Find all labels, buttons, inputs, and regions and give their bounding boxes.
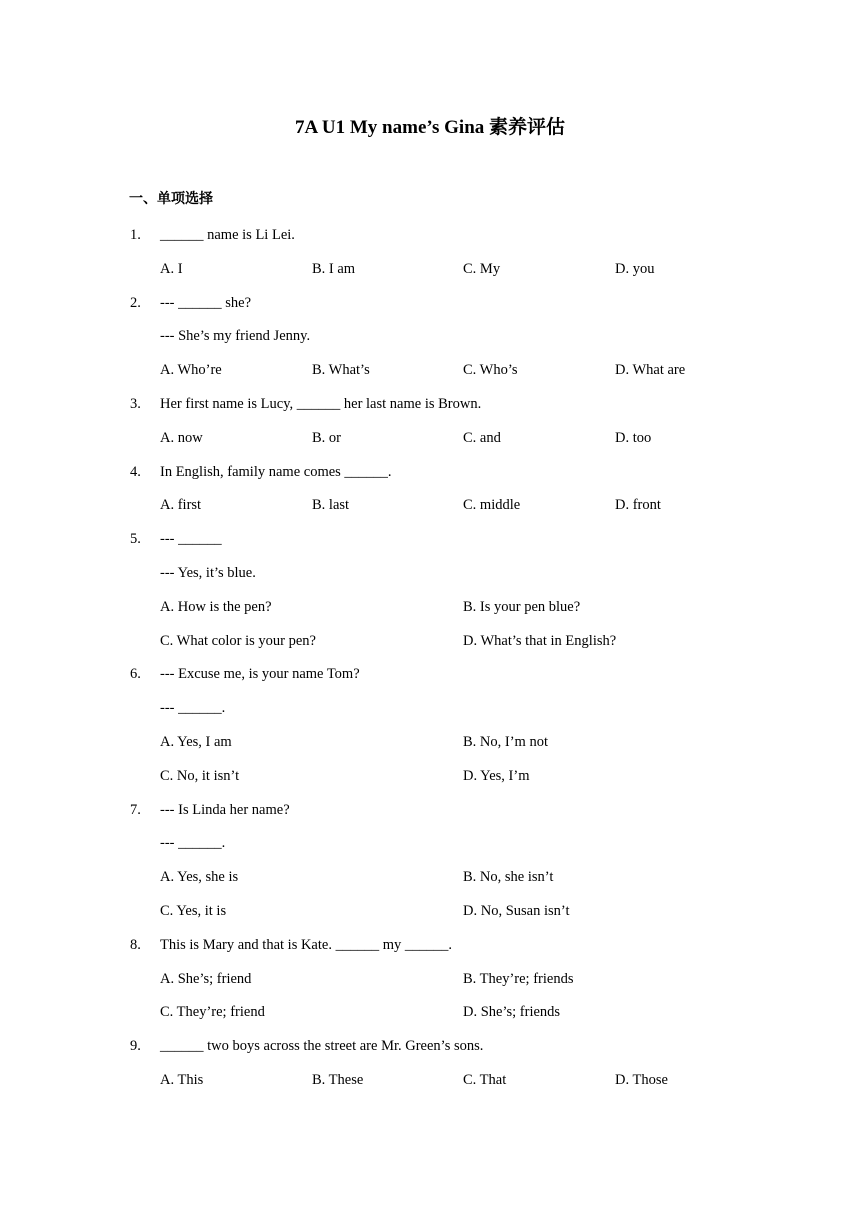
options-row (0, 259, 860, 293)
question-stem: --- ______ she? (160, 294, 252, 311)
option-d: D. Yes, I’m (463, 767, 530, 784)
option-d: D. front (615, 497, 661, 514)
option-b: B. These (312, 1071, 364, 1088)
question-reply: --- She’s my friend Jenny. (160, 328, 311, 345)
question-line (0, 563, 860, 597)
option-b: B. They’re; friends (463, 970, 574, 987)
option-b: B. Is your pen blue? (463, 598, 581, 615)
options-row (0, 969, 860, 1003)
question-9 (0, 1036, 860, 1070)
question-2 (0, 293, 860, 327)
options-row (0, 360, 860, 394)
question-stem: In English, family name comes ______. (160, 463, 392, 480)
options-row (0, 732, 860, 766)
question-4 (0, 462, 860, 496)
question-number: 2. (130, 294, 141, 311)
option-a: A. How is the pen? (160, 598, 272, 615)
option-c: C. That (463, 1071, 507, 1088)
question-stem: --- Is Linda her name? (160, 801, 290, 818)
option-c: C. They’re; friend (160, 1004, 265, 1021)
option-a: A. She’s; friend (160, 970, 252, 987)
options-row (0, 597, 860, 631)
option-a: A. Who’re (160, 362, 222, 379)
question-stem: Her first name is Lucy, ______ her last name is Brown. (160, 395, 482, 412)
option-b: B. last (312, 497, 350, 514)
section-heading: 一、单项选择 (129, 191, 213, 207)
option-d: D. too (615, 429, 652, 446)
question-stem: ______ name is Li Lei. (160, 227, 295, 243)
question-number: 8. (130, 936, 141, 953)
question-reply: --- ______. (160, 835, 226, 852)
option-d: D. What are (615, 362, 686, 379)
option-a: A. now (160, 429, 203, 446)
question-number: 5. (130, 531, 141, 548)
options-row (0, 495, 860, 529)
option-d: D. No, Susan isn’t (463, 902, 570, 919)
question-line (0, 698, 860, 732)
option-a: A. This (160, 1071, 204, 1088)
question-stem: ______ two boys across the street are Mr. Green’s sons. (160, 1038, 484, 1055)
option-a: A. Yes, I am (160, 733, 232, 750)
question-8 (0, 935, 860, 969)
page-title: 7A U1 My name’s Gina 素养评估 (294, 117, 566, 138)
option-d: D. She’s; friends (463, 1004, 561, 1021)
options-row (0, 766, 860, 800)
option-d: D. Those (615, 1071, 668, 1088)
question-stem: This is Mary and that is Kate. ______ my ______. (160, 936, 452, 953)
option-c: C. Who’s (463, 362, 518, 379)
question-number: 4. (130, 463, 141, 480)
option-a: A. Yes, she is (160, 869, 239, 886)
option-a: A. first (160, 497, 202, 514)
option-d: D. you (615, 260, 655, 277)
options-row (0, 901, 860, 935)
option-c: C. Yes, it is (160, 902, 227, 919)
option-b: B. No, she isn’t (463, 869, 554, 886)
question-5 (0, 529, 860, 563)
question-7 (0, 800, 860, 834)
question-6 (0, 664, 860, 698)
option-b: B. What’s (312, 362, 370, 379)
question-number: 3. (130, 395, 141, 412)
question-3 (0, 394, 860, 428)
options-row (0, 1002, 860, 1036)
option-c: C. middle (463, 497, 521, 514)
question-number: 7. (130, 801, 141, 818)
options-row (0, 1070, 860, 1104)
option-c: C. and (463, 429, 501, 446)
options-row (0, 867, 860, 901)
question-1 (0, 225, 860, 259)
option-b: B. or (312, 429, 341, 446)
option-c: C. No, it isn’t (160, 767, 240, 784)
options-row (0, 631, 860, 665)
option-c: C. What color is your pen? (160, 632, 316, 649)
options-row (0, 428, 860, 462)
option-b: B. I am (312, 260, 356, 277)
question-line (0, 833, 860, 867)
question-number: 1. (130, 227, 141, 243)
option-c: C. My (463, 260, 501, 277)
option-b: B. No, I’m not (463, 733, 548, 750)
question-number: 9. (130, 1038, 141, 1055)
question-line (0, 326, 860, 360)
question-reply: --- Yes, it’s blue. (160, 564, 256, 581)
option-d: D. What’s that in English? (463, 632, 617, 649)
question-number: 6. (130, 666, 141, 683)
question-reply: --- ______. (160, 700, 226, 717)
question-stem: --- ______ (160, 531, 222, 548)
question-stem: --- Excuse me, is your name Tom? (160, 666, 360, 683)
question-list (0, 225, 860, 1104)
option-a: A. I (160, 260, 183, 277)
